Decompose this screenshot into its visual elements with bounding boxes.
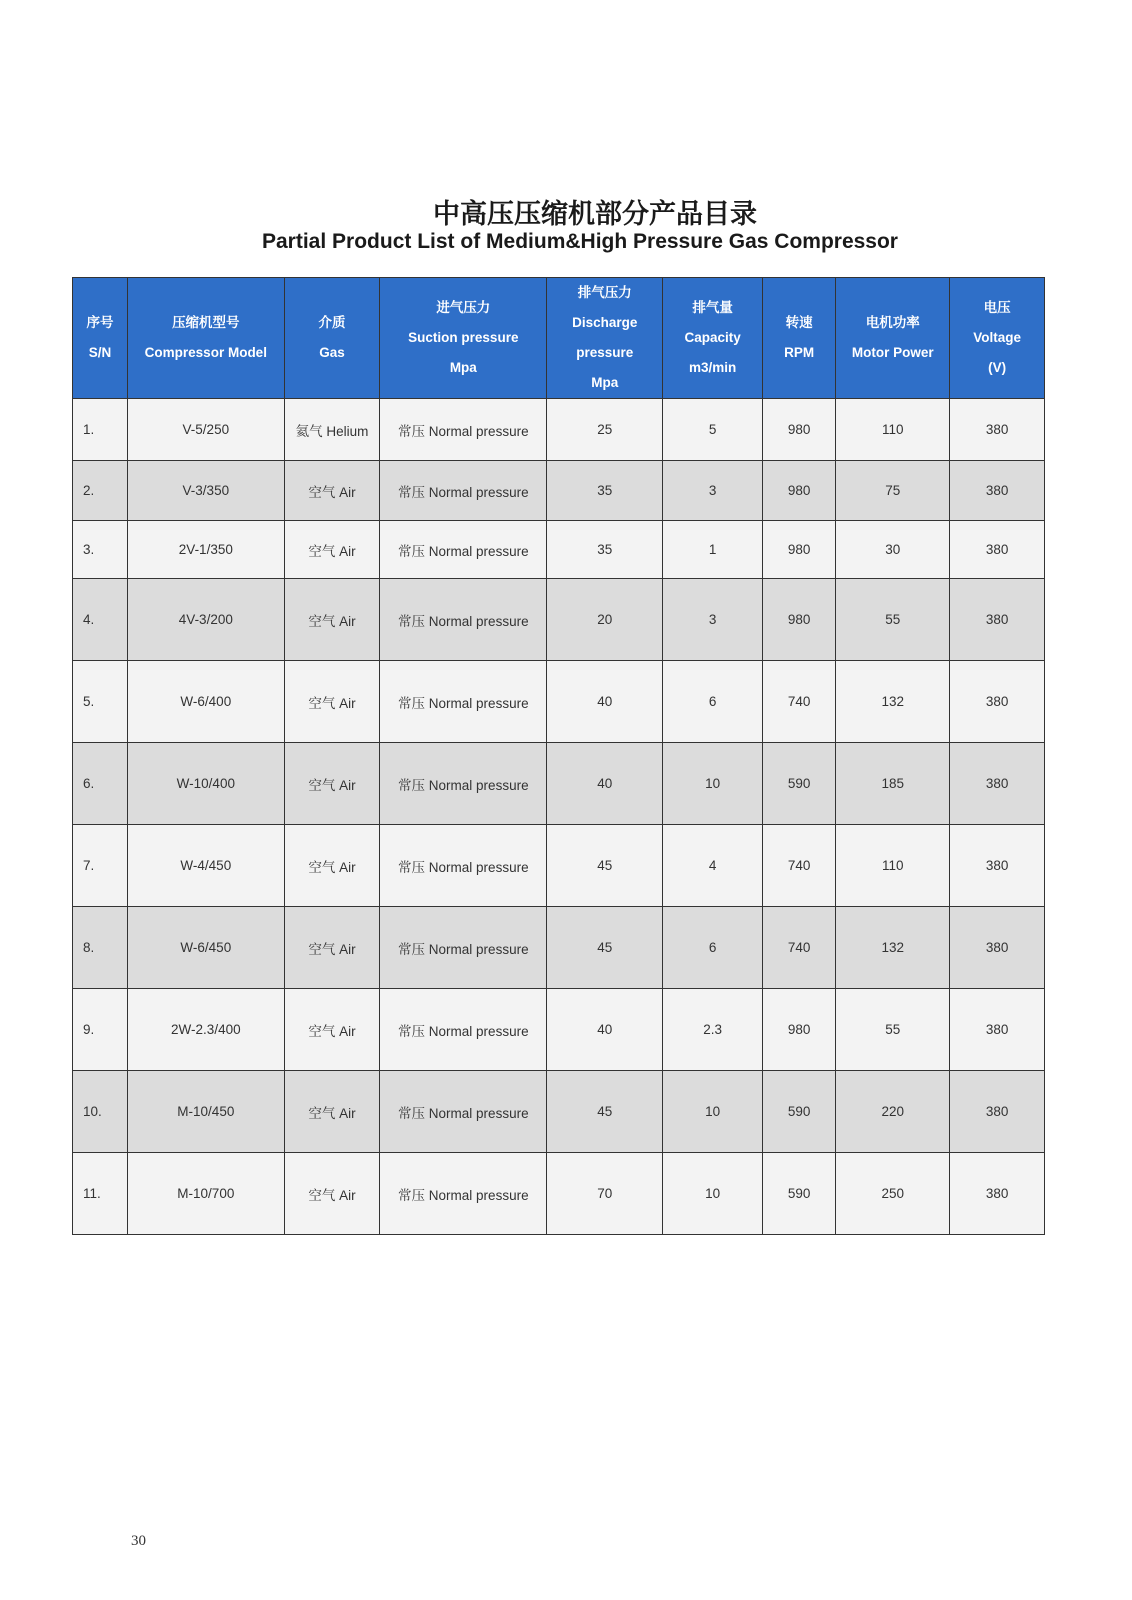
header-label-en: Compressor Model	[144, 345, 267, 360]
cell-discharge: 45	[547, 907, 663, 989]
cell-discharge: 45	[547, 825, 663, 907]
header-label-zh: 电机功率	[865, 315, 920, 330]
table-row	[73, 743, 1045, 825]
cell-power: 55	[836, 579, 950, 661]
header-label-zh: 转速	[785, 315, 813, 330]
cell-suction: 常压 Normal pressure	[380, 399, 547, 461]
cell-discharge: 40	[547, 743, 663, 825]
cell-voltage: 380	[950, 579, 1045, 661]
cell-suction: 常压 Normal pressure	[380, 989, 547, 1071]
cell-suction: 常压 Normal pressure	[380, 579, 547, 661]
cell-rpm: 980	[763, 399, 836, 461]
header-label-en: Capacity	[684, 330, 741, 345]
cell-capacity: 10	[663, 1071, 763, 1153]
header-label-en: Motor Power	[851, 345, 934, 360]
header-sn	[73, 278, 128, 399]
header-motor-power	[836, 278, 950, 399]
cell-gas: 空气 Air	[284, 989, 380, 1071]
cell-rpm: 740	[763, 661, 836, 743]
cell-sn: 9.	[73, 989, 128, 1071]
cell-sn: 10.	[73, 1071, 128, 1153]
header-label-en: Discharge	[572, 315, 638, 330]
cell-model: 2V-1/350	[127, 521, 284, 579]
cell-voltage: 380	[950, 1153, 1045, 1235]
header-label-en: Gas	[319, 345, 345, 360]
cell-gas: 空气 Air	[284, 579, 380, 661]
cell-capacity: 6	[663, 907, 763, 989]
page-title-english: Partial Product List of Medium&High Pressure Gas Compressor	[262, 230, 898, 253]
cell-model: V-5/250	[127, 399, 284, 461]
table-row	[73, 907, 1045, 989]
cell-discharge: 45	[547, 1071, 663, 1153]
cell-power: 110	[836, 825, 950, 907]
cell-gas: 空气 Air	[284, 1153, 380, 1235]
table-row	[73, 461, 1045, 521]
cell-rpm: 590	[763, 743, 836, 825]
cell-gas: 空气 Air	[284, 1071, 380, 1153]
table-row	[73, 825, 1045, 907]
cell-sn: 6.	[73, 743, 128, 825]
header-label-en: Voltage	[973, 330, 1022, 345]
table-row	[73, 521, 1045, 579]
cell-discharge: 35	[547, 521, 663, 579]
cell-rpm: 980	[763, 989, 836, 1071]
header-suction-pressure	[380, 278, 547, 399]
cell-voltage: 380	[950, 399, 1045, 461]
cell-suction: 常压 Normal pressure	[380, 521, 547, 579]
header-label-zh: 压缩机型号	[172, 315, 240, 330]
header-label-zh: 介质	[318, 315, 346, 330]
cell-sn: 7.	[73, 825, 128, 907]
header-label-en: RPM	[784, 345, 815, 360]
cell-discharge: 25	[547, 399, 663, 461]
cell-voltage: 380	[950, 521, 1045, 579]
header-unit: Mpa	[591, 375, 619, 390]
table-row	[73, 579, 1045, 661]
cell-discharge: 35	[547, 461, 663, 521]
cell-power: 250	[836, 1153, 950, 1235]
cell-gas: 空气 Air	[284, 521, 380, 579]
cell-capacity: 3	[663, 579, 763, 661]
header-capacity	[663, 278, 763, 399]
cell-model: W-6/400	[127, 661, 284, 743]
header-label-zh: 排气量	[692, 300, 733, 315]
cell-power: 185	[836, 743, 950, 825]
table-header-row	[73, 278, 1045, 399]
header-discharge-pressure	[547, 278, 663, 399]
table-row	[73, 989, 1045, 1071]
header-label-en: S/N	[88, 345, 112, 360]
table-body	[73, 399, 1045, 1235]
table-row	[73, 1153, 1045, 1235]
cell-model: W-4/450	[127, 825, 284, 907]
header-label-zh: 电压	[983, 300, 1011, 315]
cell-discharge: 70	[547, 1153, 663, 1235]
table-row	[73, 399, 1045, 461]
header-unit: Mpa	[449, 360, 477, 375]
cell-model: 4V-3/200	[127, 579, 284, 661]
cell-gas: 空气 Air	[284, 461, 380, 521]
cell-rpm: 740	[763, 907, 836, 989]
cell-model: M-10/450	[127, 1071, 284, 1153]
cell-gas: 空气 Air	[284, 907, 380, 989]
cell-suction: 常压 Normal pressure	[380, 825, 547, 907]
cell-suction: 常压 Normal pressure	[380, 907, 547, 989]
cell-voltage: 380	[950, 661, 1045, 743]
cell-gas: 空气 Air	[284, 743, 380, 825]
cell-capacity: 2.3	[663, 989, 763, 1071]
cell-rpm: 740	[763, 825, 836, 907]
cell-voltage: 380	[950, 461, 1045, 521]
cell-discharge: 40	[547, 661, 663, 743]
cell-power: 132	[836, 907, 950, 989]
cell-capacity: 1	[663, 521, 763, 579]
cell-suction: 常压 Normal pressure	[380, 1153, 547, 1235]
cell-sn: 5.	[73, 661, 128, 743]
cell-model: V-3/350	[127, 461, 284, 521]
cell-discharge: 40	[547, 989, 663, 1071]
header-gas	[284, 278, 380, 399]
cell-model: W-6/450	[127, 907, 284, 989]
cell-capacity: 3	[663, 461, 763, 521]
cell-sn: 3.	[73, 521, 128, 579]
cell-suction: 常压 Normal pressure	[380, 461, 547, 521]
header-voltage	[950, 278, 1045, 399]
header-label-en: Suction pressure	[408, 330, 519, 345]
cell-capacity: 10	[663, 1153, 763, 1235]
header-label-en-2: pressure	[576, 345, 634, 360]
cell-voltage: 380	[950, 989, 1045, 1071]
cell-voltage: 380	[950, 1071, 1045, 1153]
header-rpm	[763, 278, 836, 399]
cell-sn: 1.	[73, 399, 128, 461]
cell-power: 110	[836, 399, 950, 461]
cell-capacity: 4	[663, 825, 763, 907]
table-row	[73, 661, 1045, 743]
cell-rpm: 980	[763, 461, 836, 521]
page-number: 30	[131, 1533, 146, 1549]
cell-suction: 常压 Normal pressure	[380, 1071, 547, 1153]
header-label-zh: 序号	[86, 315, 114, 330]
cell-power: 55	[836, 989, 950, 1071]
cell-voltage: 380	[950, 825, 1045, 907]
cell-sn: 4.	[73, 579, 128, 661]
cell-rpm: 980	[763, 521, 836, 579]
cell-power: 132	[836, 661, 950, 743]
header-label-zh: 进气压力	[436, 300, 491, 315]
cell-power: 220	[836, 1071, 950, 1153]
cell-model: W-10/400	[127, 743, 284, 825]
cell-gas: 氦气 Helium	[284, 399, 380, 461]
header-unit: m3/min	[689, 360, 737, 375]
page-title-chinese: 中高压压缩机部分产品目录	[433, 199, 757, 230]
cell-rpm: 590	[763, 1071, 836, 1153]
cell-voltage: 380	[950, 743, 1045, 825]
cell-rpm: 980	[763, 579, 836, 661]
cell-power: 75	[836, 461, 950, 521]
cell-sn: 2.	[73, 461, 128, 521]
cell-sn: 11.	[73, 1153, 128, 1235]
cell-model: 2W-2.3/400	[127, 989, 284, 1071]
cell-capacity: 10	[663, 743, 763, 825]
header-unit: (V)	[988, 360, 1007, 375]
cell-gas: 空气 Air	[284, 661, 380, 743]
cell-power: 30	[836, 521, 950, 579]
cell-model: M-10/700	[127, 1153, 284, 1235]
cell-suction: 常压 Normal pressure	[380, 743, 547, 825]
product-table	[72, 277, 1045, 1235]
cell-sn: 8.	[73, 907, 128, 989]
cell-suction: 常压 Normal pressure	[380, 661, 547, 743]
cell-discharge: 20	[547, 579, 663, 661]
cell-capacity: 6	[663, 661, 763, 743]
header-label-zh: 排气压力	[577, 285, 632, 300]
cell-rpm: 590	[763, 1153, 836, 1235]
cell-capacity: 5	[663, 399, 763, 461]
cell-voltage: 380	[950, 907, 1045, 989]
cell-gas: 空气 Air	[284, 825, 380, 907]
header-compressor-model	[127, 278, 284, 399]
table-row	[73, 1071, 1045, 1153]
